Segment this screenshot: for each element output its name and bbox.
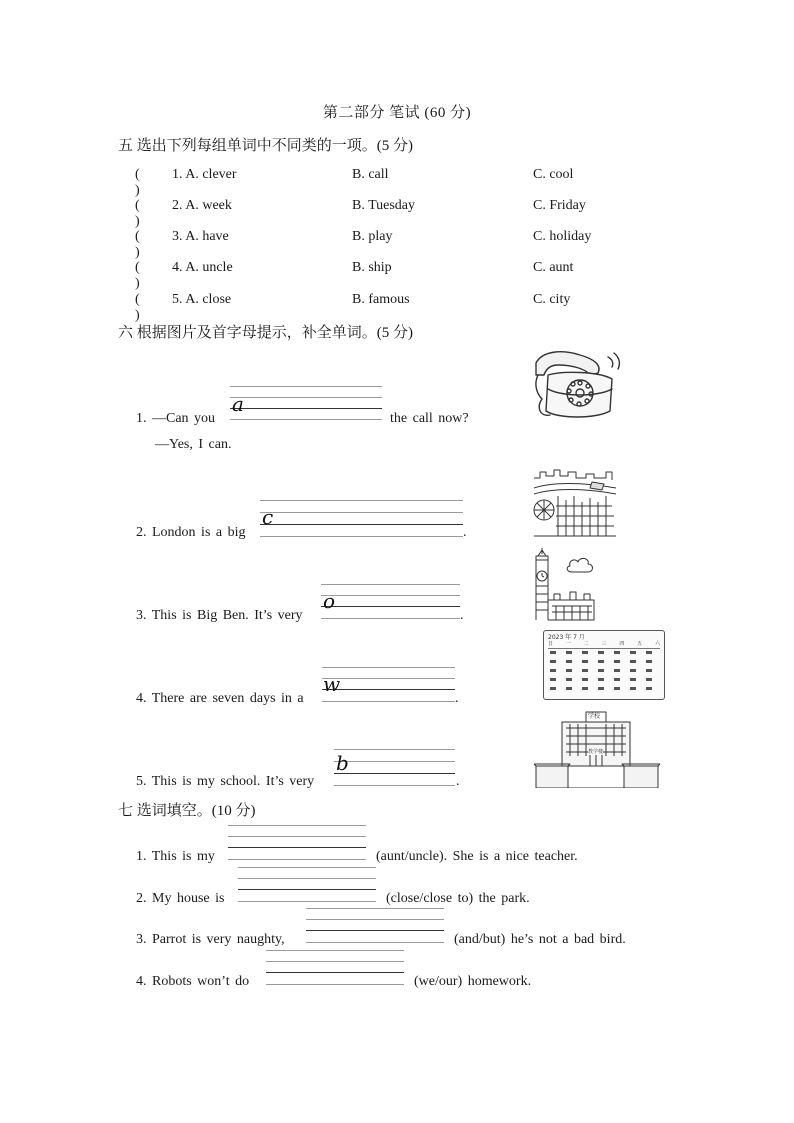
answer-line: —Yes, I can.: [155, 437, 232, 452]
option-a: 4. A. uncle: [172, 260, 233, 275]
writing-lines[interactable]: [266, 950, 404, 986]
option-c: C. Friday: [533, 198, 586, 213]
london-city-picture: [532, 466, 618, 540]
option-c: C. holiday: [533, 229, 592, 244]
option-b: B. famous: [352, 292, 410, 307]
page-title: 第二部分 笔试 (60 分): [322, 105, 472, 121]
weekday-label: 五: [637, 641, 643, 647]
answer-blank[interactable]: ( ): [135, 167, 140, 198]
item-text-after: the call now?: [390, 411, 469, 426]
weekday-label: 日: [548, 641, 554, 647]
hint-letter: a: [232, 392, 244, 416]
item-text-before: 1. This is my: [136, 849, 215, 864]
hint-letter: b: [336, 751, 349, 775]
item-text-before: 1. —Can you: [136, 411, 216, 426]
item-text-after: .: [460, 608, 464, 623]
answer-blank[interactable]: ( ): [135, 198, 140, 229]
weekday-label: 二: [583, 641, 589, 647]
item-text-before: 3. Parrot is very naughty,: [136, 932, 285, 947]
answer-blank[interactable]: ( ): [135, 260, 140, 291]
answer-blank[interactable]: ( ): [135, 229, 140, 260]
school-picture: [534, 708, 660, 788]
section-6-heading: 六 根据图片及首字母提示，补全单词。(5 分): [118, 325, 413, 341]
weekday-label: 一: [565, 641, 571, 647]
weekday-label: 四: [619, 641, 625, 647]
school-sign: 学校: [588, 713, 601, 720]
option-b: B. play: [352, 229, 393, 244]
writing-lines[interactable]: [260, 500, 463, 537]
item-text-before: 2. My house is: [136, 891, 225, 906]
writing-lines[interactable]: [322, 667, 455, 703]
item-text-before: 4. Robots won’t do: [136, 974, 250, 989]
item-text-before: 4. There are seven days in a: [136, 691, 304, 706]
item-text-after: (aunt/uncle). She is a nice teacher.: [376, 849, 578, 864]
calendar-header: 2023 年 7 月: [548, 634, 585, 641]
option-c: C. city: [533, 292, 571, 307]
item-text-after: .: [463, 525, 467, 540]
telephone-picture: [528, 345, 624, 423]
item-text-before: 2. London is a big: [136, 525, 246, 540]
hint-letter: w: [323, 672, 341, 696]
weekday-label: 六: [654, 641, 660, 647]
item-text-after: .: [456, 774, 460, 789]
calendar-weekdays: [548, 640, 660, 649]
item-text-after: (we/our) homework.: [414, 974, 532, 989]
section-5-heading: 五 选出下列每组单词中不同类的一项。(5 分): [118, 138, 413, 154]
hint-letter: o: [323, 589, 336, 613]
writing-lines[interactable]: [228, 825, 366, 861]
item-text-before: 5. This is my school. It’s very: [136, 774, 315, 789]
option-b: B. Tuesday: [352, 198, 416, 213]
option-a: 3. A. have: [172, 229, 229, 244]
item-text-after: (and/but) he’s not a bad bird.: [454, 932, 626, 947]
option-b: B. call: [352, 167, 389, 182]
building-sign: 教学楼: [588, 749, 604, 755]
answer-blank[interactable]: ( ): [135, 292, 140, 323]
option-b: B. ship: [352, 260, 392, 275]
writing-lines[interactable]: [321, 584, 460, 620]
option-a: 1. A. clever: [172, 167, 237, 182]
writing-lines[interactable]: [230, 386, 382, 422]
item-text-after: (close/close to) the park.: [386, 891, 530, 906]
writing-lines[interactable]: [306, 908, 444, 944]
item-text-before: 3. This is Big Ben. It’s very: [136, 608, 303, 623]
item-text-after: .: [455, 691, 459, 706]
calendar-picture: [543, 630, 665, 700]
option-a: 5. A. close: [172, 292, 232, 307]
calendar-grid: [548, 649, 660, 697]
hint-letter: c: [262, 505, 274, 529]
writing-lines[interactable]: [334, 749, 455, 786]
weekday-label: 三: [601, 641, 607, 647]
big-ben-picture: [530, 546, 600, 621]
option-a: 2. A. week: [172, 198, 232, 213]
section-7-heading: 七 选词填空。(10 分): [118, 803, 256, 819]
option-c: C. cool: [533, 167, 574, 182]
writing-lines[interactable]: [238, 867, 376, 903]
option-c: C. aunt: [533, 260, 574, 275]
